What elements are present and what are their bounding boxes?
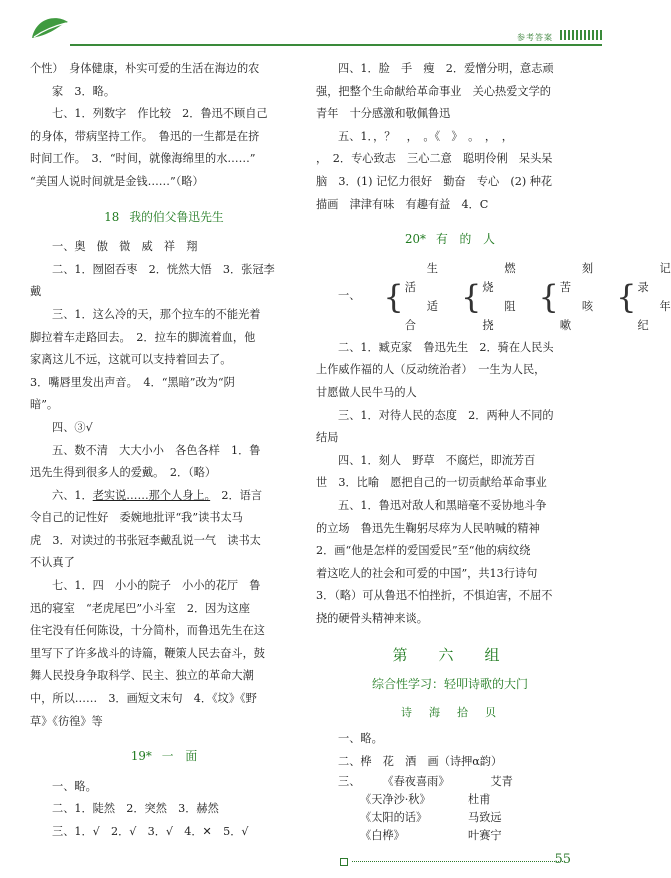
text-line: 世 3．比喻 愿把自己的一切贡献给革命事业 bbox=[316, 476, 547, 490]
text-line: 舞人民投身争取科学、民主、独立的革命大潮 bbox=[30, 669, 254, 683]
leaf-logo-icon bbox=[30, 12, 70, 42]
text-line: 二、桦 花 酒 画（诗押α韵） bbox=[338, 754, 503, 768]
brace-icon: { bbox=[383, 277, 404, 316]
text-line: ， 2．专心致志 三心二意 聪明伶俐 呆头呆 bbox=[316, 152, 553, 166]
text-line: 描画 津津有味 有趣有益 4．C bbox=[316, 197, 489, 211]
text-line: 三、1．这么冷的天，那个拉车的不能光着 bbox=[52, 307, 261, 321]
text-line: 家离这儿不远，这就可以支持着回去了。 bbox=[30, 353, 232, 367]
q1-lead: 一、 bbox=[338, 289, 361, 303]
text-line: 四、1．刻人 野草 不腐烂，即流芳百 bbox=[338, 453, 536, 467]
text-line: 二、1．囫囵吞枣 2．恍然大悟 3．张冠李 bbox=[52, 262, 275, 276]
word-group bbox=[637, 259, 670, 335]
lesson-number: 18 bbox=[104, 209, 120, 224]
text-line: “美国人说时间就是金钱……”（略） bbox=[30, 174, 204, 188]
match-row bbox=[316, 791, 584, 809]
brace-icon: { bbox=[616, 277, 637, 316]
footer-square-icon bbox=[340, 858, 348, 866]
text-line: 中，所以…… 3．画短文末句 4．《坟》《野 bbox=[30, 692, 257, 706]
lesson-19-title bbox=[30, 745, 298, 768]
text-line: 着这吃人的社会和可爱的中国”，共13行诗句 bbox=[316, 566, 538, 580]
group-title: 第 六 组 bbox=[392, 646, 508, 665]
lesson-20-title bbox=[316, 228, 584, 251]
text-line: 的身体，带病坚持工作。 鲁迅的一生都是在挤 bbox=[30, 129, 260, 143]
poet-name: 叶赛宁 bbox=[468, 829, 502, 843]
poet-name: 杜甫 bbox=[468, 793, 491, 807]
word-group-brackets bbox=[316, 259, 671, 335]
text-line: 结局 bbox=[316, 431, 339, 445]
text-line: 迅的寝室 “老虎尾巴”小斗室 2．因为这座 bbox=[30, 601, 250, 615]
word: 咳嗽 bbox=[559, 299, 594, 332]
text-line: 脑 3．(1) 记忆力很好 勤奋 专心 (2) 种花 bbox=[316, 174, 553, 188]
text-line bbox=[30, 485, 298, 508]
text-line: 暗”。 bbox=[30, 398, 59, 412]
text-line: 一、略。 bbox=[52, 779, 97, 793]
word: 燃烧 bbox=[482, 261, 516, 294]
lesson-name: 我的伯父鲁迅先生 bbox=[129, 209, 224, 224]
lesson-18-title bbox=[30, 206, 298, 229]
text-line: 七、1．列数字 作比较 2．鲁迅不顾自己 bbox=[52, 107, 268, 121]
q6-lead: 六、1． bbox=[52, 488, 93, 502]
text-line: 2．画“他是怎样的爱国爱民”至“他的病纹绕 bbox=[316, 544, 531, 558]
header-rule bbox=[70, 44, 602, 46]
text-line: 上作威作福的人（反动统治者） 一生为人民， bbox=[316, 363, 546, 377]
text-line: 脚拉着车走路回去。 2．拉车的脚流着血，他 bbox=[30, 330, 256, 344]
sub-title: 诗 海 拾 贝 bbox=[401, 705, 499, 719]
poem-title: 《春夜喜雨》 bbox=[382, 775, 450, 789]
text-line: 四、③√ bbox=[52, 420, 93, 434]
text-line: 一、奥 傲 微 威 祥 翔 bbox=[52, 240, 198, 254]
text-line: 3．嘴唇里发出声音。 4．“黑暗”改为“阴 bbox=[30, 375, 235, 389]
text-line: 3．（略）可从鲁迅不怕挫折，不惧迫害，不屈不 bbox=[316, 589, 553, 603]
poet-name: 马致远 bbox=[468, 811, 502, 825]
word: 年纪 bbox=[637, 299, 671, 332]
text-line: 五、数不清 大大小小 各色各样 1．鲁 bbox=[52, 443, 261, 457]
page-number: 55 bbox=[554, 852, 571, 867]
word: 生活 bbox=[404, 261, 438, 294]
text-line: 的立场 鲁迅先生鞠躬尽瘁为人民呐喊的精神 bbox=[316, 521, 540, 535]
text-line: 七、1．四 小小的院子 小小的花厅 鲁 bbox=[52, 579, 261, 593]
poem-match bbox=[316, 773, 584, 845]
poet-name: 艾青 bbox=[490, 775, 513, 789]
theme-title: 综合性学习：轻叩诗歌的大门 bbox=[371, 677, 528, 692]
text-line: 五、1．，？ ， 。《 》 。 ， ， bbox=[338, 129, 513, 143]
text-line: 一、略。 bbox=[338, 732, 383, 746]
poem-title: 《白桦》 bbox=[360, 829, 405, 843]
right-column bbox=[316, 58, 671, 845]
brace-icon: { bbox=[538, 277, 559, 316]
lesson-name: 一 面 bbox=[161, 749, 198, 764]
text-line: 家 3．略。 bbox=[52, 84, 116, 98]
q6-rest: 2．语言 bbox=[210, 488, 263, 502]
text-line: 青年 十分感激和敬佩鲁迅 bbox=[316, 107, 451, 121]
word: 记录 bbox=[637, 261, 671, 294]
poem-title: 《天净沙·秋》 bbox=[360, 793, 431, 807]
match-row bbox=[316, 773, 584, 791]
lesson-name: 有 的 人 bbox=[435, 232, 495, 247]
word: 阻挠 bbox=[482, 299, 516, 332]
text-line: 三、1．对待人民的态度 2．两种人不同的 bbox=[338, 408, 554, 422]
text-line: 四、1．脸 手 瘦 2．爱憎分明，意志顽 bbox=[338, 62, 554, 75]
text-line: 甘愿做人民牛马的人 bbox=[316, 385, 417, 399]
brace-icon: { bbox=[460, 277, 482, 316]
lesson-number: 20* bbox=[405, 232, 426, 247]
poem-title: 《太阳的话》 bbox=[360, 811, 428, 825]
word: 刻苦 bbox=[559, 261, 594, 294]
header-title: 参考答案 bbox=[517, 33, 553, 42]
match-row bbox=[316, 827, 584, 845]
word: 适合 bbox=[404, 299, 438, 332]
text-line: 令自己的记性好 委婉地批评“我”读书太马 bbox=[30, 511, 243, 525]
text-line: 不认真了 bbox=[30, 556, 75, 570]
text-line: 三、1．√ 2．√ 3．√ 4．✕ 5．√ bbox=[52, 825, 249, 838]
text-line: 二、1．陡然 2．突然 3．赫然 bbox=[52, 802, 219, 816]
text-line: 强，把整个生命献给革命事业 关心热爱文学的 bbox=[316, 84, 551, 98]
text-line: 个性） 身体健康，朴实可爱的生活在海边的农 bbox=[30, 62, 260, 75]
page-header bbox=[0, 0, 605, 60]
text-line: 草》《彷徨》等 bbox=[30, 714, 103, 728]
text-line: 时间工作。 3．“时间，就像海绵里的水……” bbox=[30, 152, 256, 166]
underlined-answer: 老实说……那个人身上。 bbox=[92, 488, 211, 502]
text-line: 五、1．鲁迅对敌人和黑暗毫不妥协地斗争 bbox=[338, 498, 547, 512]
word-group bbox=[560, 259, 593, 335]
text-line: 挠的硬骨头精神来谈。 bbox=[316, 611, 428, 625]
match-lead: 三、 bbox=[338, 775, 361, 789]
lesson-number: 19* bbox=[130, 749, 152, 764]
match-row bbox=[316, 809, 584, 827]
footer-rule bbox=[352, 861, 565, 862]
text-line: 里写下了许多战斗的诗篇，鞭策人民去奋斗，鼓 bbox=[30, 646, 265, 660]
left-column bbox=[30, 58, 298, 844]
page-footer bbox=[340, 850, 605, 874]
word-group bbox=[482, 259, 515, 335]
text-line: 迅先生得到很多人的爱戴。 2．（略） bbox=[30, 466, 217, 480]
text-line: 戴 bbox=[30, 285, 42, 299]
text-line: 二、1．臧克家 鲁迅先生 2．骑在人民头 bbox=[338, 340, 554, 354]
header-stripes bbox=[560, 30, 602, 40]
text-line: 住宅没有任何陈设，十分简朴，而鲁迅先生在这 bbox=[30, 624, 265, 638]
text-line: 虎 3．对读过的书张冠李戴乱说一气 读书太 bbox=[30, 533, 261, 547]
word-group bbox=[405, 259, 438, 335]
